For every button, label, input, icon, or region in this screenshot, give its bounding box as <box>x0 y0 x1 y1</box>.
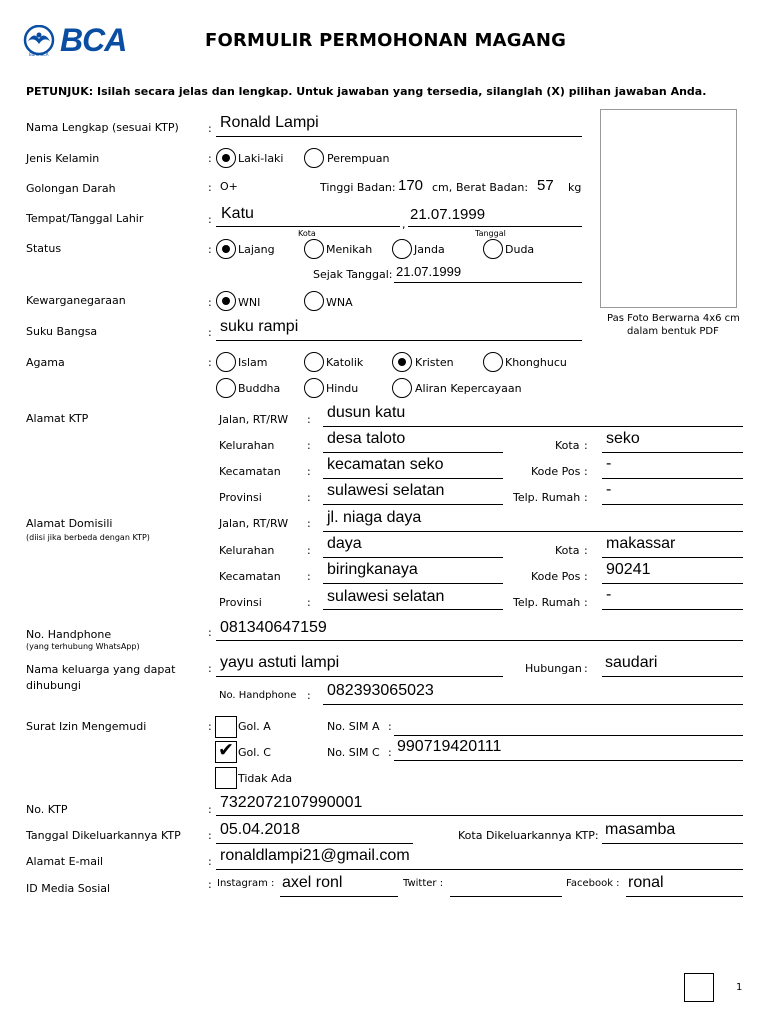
dom-provinsi-value[interactable]: sulawesi selatan <box>327 588 445 605</box>
gol-c-label: Gol. C <box>238 746 271 759</box>
facebook-label: Facebook : <box>566 878 620 889</box>
ktp-provinsi-label: Provinsi <box>219 491 262 504</box>
ttl-kota-value[interactable]: Katu <box>221 205 254 222</box>
kewarganegaraan-label: Kewarganegaraan <box>26 294 126 307</box>
facebook-value[interactable]: ronal <box>628 874 664 891</box>
keluarga-hp-label: No. Handphone <box>219 690 297 701</box>
option-duda: Duda <box>505 243 535 256</box>
colon: : <box>307 413 311 426</box>
gol-a-label: Gol. A <box>238 720 271 733</box>
email-label: Alamat E-mail <box>26 855 104 868</box>
logo-text: BCA <box>60 22 127 58</box>
dom-kelurahan-label: Kelurahan <box>219 544 275 557</box>
agama-label: Agama <box>26 356 65 369</box>
tanggal-ktp-value[interactable]: 05.04.2018 <box>220 821 301 838</box>
ktp-kelurahan-label: Kelurahan <box>219 439 275 452</box>
alamat-domisili-label: Alamat Domisili <box>26 517 113 530</box>
checkbox-gol-c[interactable] <box>215 741 237 763</box>
alamat-domisili-sublabel: (diisi jika berbeda dengan KTP) <box>26 533 150 542</box>
handphone-sublabel: (yang terhubung WhatsApp) <box>26 642 140 651</box>
radio-katolik[interactable] <box>304 352 324 372</box>
radio-hindu[interactable] <box>304 378 324 398</box>
colon: : <box>584 544 588 557</box>
ktp-label: No. KTP <box>26 803 68 816</box>
option-islam: Islam <box>238 356 268 369</box>
twitter-label: Twitter : <box>403 878 444 889</box>
keluarga-hp-underline <box>323 704 743 705</box>
suku-underline <box>216 340 582 341</box>
radio-kristen[interactable] <box>392 352 412 372</box>
kota-ktp-value[interactable]: masamba <box>605 821 676 838</box>
radio-wna[interactable] <box>304 291 324 311</box>
colon: : <box>208 829 212 842</box>
radio-aliran-kepercayaan[interactable] <box>392 378 412 398</box>
ktp-kota-underline <box>602 452 743 453</box>
option-janda: Janda <box>414 243 445 256</box>
sejak-tanggal-value[interactable]: 21.07.1999 <box>396 264 462 279</box>
photo-caption-1: Pas Foto Berwarna 4x6 cm <box>607 313 740 324</box>
berat-badan-value[interactable]: 57 <box>537 177 554 194</box>
ktp-value[interactable]: 7322072107990001 <box>220 794 363 811</box>
ttl-kota-caption: Kota <box>298 229 316 238</box>
nama-underline <box>216 136 582 137</box>
keluarga-underline <box>216 676 503 677</box>
sim-a-underline <box>394 735 743 736</box>
radio-buddha[interactable] <box>216 378 236 398</box>
colon: : <box>388 720 392 733</box>
ktp-telp-value[interactable]: - <box>606 481 612 498</box>
keluarga-label-1: Nama keluarga yang dapat <box>26 663 176 676</box>
alamat-ktp-label: Alamat KTP <box>26 412 89 425</box>
suku-label: Suku Bangsa <box>26 325 98 338</box>
keluarga-value[interactable]: yayu astuti lampi <box>220 654 340 671</box>
ktp-telp-underline <box>602 504 743 505</box>
sim-a-label: No. SIM A <box>327 720 380 733</box>
colon: : <box>208 803 212 816</box>
colon: : <box>208 243 212 256</box>
colon: : <box>307 517 311 530</box>
option-menikah: Menikah <box>326 243 373 256</box>
sim-c-label: No. SIM C <box>327 746 380 759</box>
dom-jalan-value[interactable]: jl. niaga daya <box>327 509 422 526</box>
medsos-label: ID Media Sosial <box>26 882 111 895</box>
sejak-underline <box>394 282 582 283</box>
dom-telp-underline <box>602 609 743 610</box>
golongan-darah-value[interactable]: O+ <box>220 180 238 193</box>
bca-logo <box>22 22 137 59</box>
ttl-tanggal-value[interactable]: 21.07.1999 <box>410 206 486 223</box>
sejak-tanggal-label: Sejak Tanggal: <box>313 268 393 281</box>
instruction: PETUNJUK: Isilah secara jelas dan lengkap. Untuk jawaban yang tersedia, silanglah (X) pilihan jawaban Anda. <box>26 85 707 98</box>
golongan-darah-label: Golongan Darah <box>26 182 116 195</box>
dom-provinsi-label: Provinsi <box>219 596 262 609</box>
berat-unit: kg <box>568 181 582 194</box>
colon: : <box>208 296 212 309</box>
ktp-kota-label: Kota <box>555 439 580 452</box>
ktp-kodepos-value[interactable]: - <box>606 455 612 472</box>
colon: : <box>208 213 212 226</box>
ktp-kecamatan-value[interactable]: kecamatan seko <box>327 456 444 473</box>
colon: : <box>208 356 212 369</box>
option-kristen: Kristen <box>415 356 454 369</box>
sim-c-value[interactable]: 990719420111 <box>397 738 502 755</box>
radio-lajang[interactable] <box>216 239 236 259</box>
dom-telp-value[interactable]: - <box>606 586 612 603</box>
colon: : <box>208 855 212 868</box>
ktp-provinsi-underline <box>323 504 503 505</box>
nama-value[interactable]: Ronald Lampi <box>220 114 319 131</box>
ttl-separator: , <box>402 218 406 231</box>
facebook-underline <box>626 896 743 897</box>
colon: : <box>208 626 212 639</box>
radio-perempuan[interactable] <box>304 148 324 168</box>
option-lajang: Lajang <box>238 243 275 256</box>
option-buddha: Buddha <box>238 382 281 395</box>
page-number: 1 <box>736 982 743 993</box>
ttl-kota-underline <box>216 226 400 227</box>
ktp-jalan-value[interactable]: dusun katu <box>327 404 406 421</box>
check-mark-icon: ✔ <box>218 739 234 761</box>
email-value[interactable]: ronaldlampi21@gmail.com <box>220 847 410 864</box>
colon: : <box>584 570 588 583</box>
colon: : <box>388 746 392 759</box>
option-khonghucu: Khonghucu <box>505 356 567 369</box>
radio-duda[interactable] <box>483 239 503 259</box>
colon: : <box>584 596 588 609</box>
handphone-value[interactable]: 081340647159 <box>220 619 327 636</box>
dom-provinsi-underline <box>323 609 503 610</box>
ttl-tanggal-caption: Tanggal <box>475 229 506 238</box>
option-wna: WNA <box>326 296 353 309</box>
dom-kodepos-label: Kode Pos <box>531 570 581 583</box>
radio-khonghucu[interactable] <box>483 352 503 372</box>
ktp-kota-value[interactable]: seko <box>606 430 640 447</box>
colon: : <box>208 326 212 339</box>
colon: : <box>584 662 588 675</box>
option-katolik: Katolik <box>326 356 364 369</box>
radio-islam[interactable] <box>216 352 236 372</box>
photo-caption-2: dalam bentuk PDF <box>627 326 719 337</box>
instagram-label: Instagram : <box>217 878 275 889</box>
dom-kodepos-underline <box>602 583 743 584</box>
dom-kelurahan-underline <box>323 557 503 558</box>
dom-jalan-underline <box>323 531 743 532</box>
logo-subtext: Bank BCA <box>29 52 49 57</box>
dom-kodepos-value[interactable]: 90241 <box>606 561 651 578</box>
hubungan-underline <box>602 676 743 677</box>
radio-menikah[interactable] <box>304 239 324 259</box>
tanggal-ktp-underline <box>216 843 413 844</box>
instagram-underline <box>280 896 398 897</box>
colon: : <box>208 878 212 891</box>
dom-kecamatan-label: Kecamatan <box>219 570 281 583</box>
tanggal-ktp-label: Tanggal Dikeluarkannya KTP <box>26 829 181 842</box>
colon: : <box>307 465 311 478</box>
suku-value[interactable]: suku rampi <box>220 318 299 335</box>
tinggi-unit: cm, <box>432 181 453 194</box>
sim-label: Surat Izin Mengemudi <box>26 720 147 733</box>
colon: : <box>584 439 588 452</box>
colon: : <box>208 720 212 733</box>
option-hindu: Hindu <box>326 382 359 395</box>
colon: : <box>307 544 311 557</box>
colon: : <box>307 689 311 702</box>
instagram-value[interactable]: axel ronl <box>282 874 343 891</box>
ttl-tanggal-underline <box>408 226 582 227</box>
colon: : <box>208 152 212 165</box>
keluarga-hp-value[interactable]: 082393065023 <box>327 682 434 699</box>
checkbox-tidak-ada[interactable] <box>215 767 237 789</box>
dom-kecamatan-underline <box>323 583 503 584</box>
nama-label: Nama Lengkap (sesuai KTP) <box>26 121 179 134</box>
handphone-underline <box>216 640 743 641</box>
radio-wni[interactable] <box>216 291 236 311</box>
handphone-label: No. Handphone <box>26 628 112 641</box>
option-aliran-kepercayaan: Aliran Kepercayaan <box>415 382 522 395</box>
ktp-jalan-underline <box>323 426 743 427</box>
hubungan-value[interactable]: saudari <box>605 654 658 671</box>
dom-kota-label: Kota <box>555 544 580 557</box>
option-perempuan: Perempuan <box>327 152 390 165</box>
ktp-telp-label: Telp. Rumah <box>513 491 581 504</box>
tinggi-badan-label: Tinggi Badan: <box>320 181 396 194</box>
kota-ktp-underline <box>602 843 743 844</box>
colon: : <box>208 181 212 194</box>
checkbox-gol-a[interactable] <box>215 716 237 738</box>
ttl-label: Tempat/Tanggal Lahir <box>26 212 144 225</box>
tinggi-badan-value[interactable]: 170 <box>398 177 424 194</box>
ktp-kelurahan-value[interactable]: desa taloto <box>327 430 406 447</box>
ktp-kodepos-label: Kode Pos <box>531 465 581 478</box>
photo-box[interactable] <box>600 109 737 308</box>
option-wni: WNI <box>238 296 261 309</box>
dom-kecamatan-value[interactable]: biringkanaya <box>327 561 418 578</box>
dom-jalan-label: Jalan, RT/RW <box>219 517 289 530</box>
dom-kota-value[interactable]: makassar <box>606 535 676 552</box>
ktp-kecamatan-underline <box>323 478 503 479</box>
page-box <box>684 973 714 1002</box>
option-laki-laki: Laki-laki <box>238 152 284 165</box>
kota-ktp-label: Kota Dikeluarkannya KTP: <box>458 829 599 842</box>
ktp-kecamatan-label: Kecamatan <box>219 465 281 478</box>
keluarga-label-2: dihubungi <box>26 679 81 692</box>
hubungan-label: Hubungan <box>525 662 582 675</box>
colon: : <box>307 439 311 452</box>
status-label: Status <box>26 242 62 255</box>
colon: : <box>307 596 311 609</box>
dom-telp-label: Telp. Rumah <box>513 596 581 609</box>
radio-janda[interactable] <box>392 239 412 259</box>
sim-c-underline <box>394 760 743 761</box>
email-underline <box>216 869 743 870</box>
colon: : <box>584 465 588 478</box>
berat-badan-label: Berat Badan: <box>456 181 529 194</box>
ktp-kodepos-underline <box>602 478 743 479</box>
colon: : <box>208 662 212 675</box>
colon: : <box>208 122 212 135</box>
ktp-kelurahan-underline <box>323 452 503 453</box>
colon: : <box>307 491 311 504</box>
tidak-ada-label: Tidak Ada <box>238 772 293 785</box>
colon: : <box>584 491 588 504</box>
dom-kota-underline <box>602 557 743 558</box>
ktp-underline <box>216 815 743 816</box>
ktp-jalan-label: Jalan, RT/RW <box>219 413 289 426</box>
colon: : <box>307 570 311 583</box>
radio-laki-laki[interactable] <box>216 148 236 168</box>
page-title: FORMULIR PERMOHONAN MAGANG <box>205 30 567 51</box>
twitter-underline <box>450 896 562 897</box>
ktp-provinsi-value[interactable]: sulawesi selatan <box>327 482 445 499</box>
dom-kelurahan-value[interactable]: daya <box>327 535 362 552</box>
jenis-kelamin-label: Jenis Kelamin <box>26 152 100 165</box>
